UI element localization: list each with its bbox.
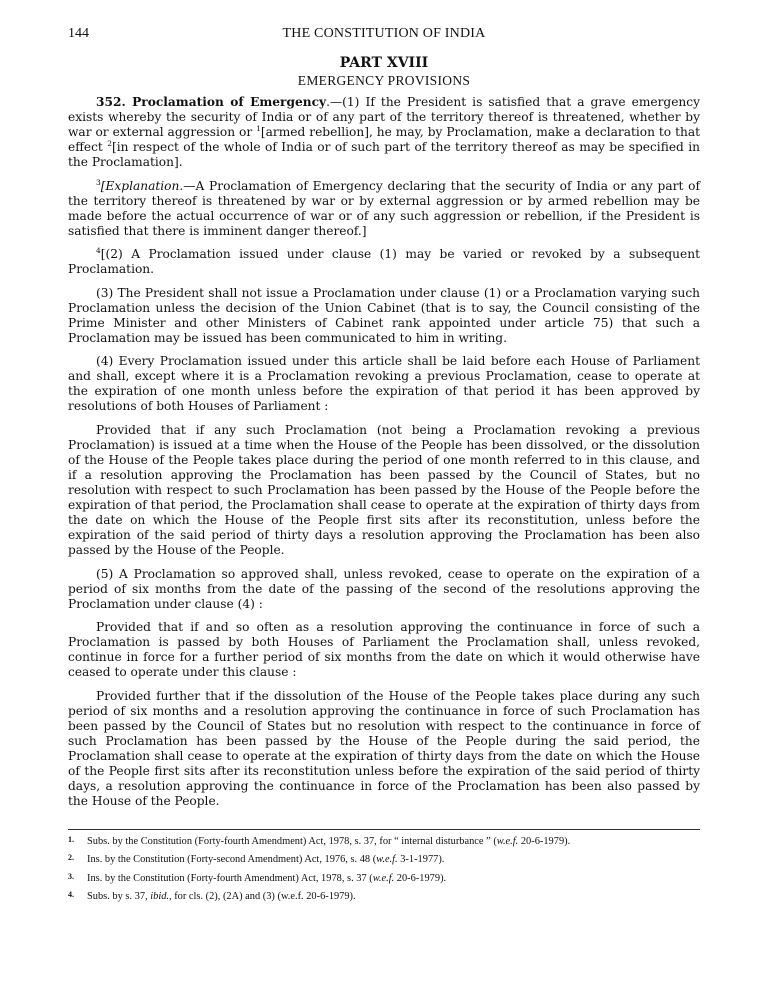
footnote-ref-1: 1 [256,124,261,133]
footnote-mark: 1. [68,834,74,844]
clause-3: (3) The President shall not issue a Proclamation under clause (1) or a Proclamation varying such Proclamation unless the decision of the Union Cabinet (that is to say, the Council consisting of the Prime Minister and other Ministers of Cabinet rank appointed under article 75) that such a Proclamation may be issued has been communicated to him in writing. [68,285,700,345]
clause-5: (5) A Proclamation so approved shall, unless revoked, cease to operate on the expiration of a period of six months from the date of the passing of the second of the resolutions approving the Proclamation under clause (4) : [68,566,700,611]
clause-4: (4) Every Proclamation issued under this article shall be laid before each House of Parliament and shall, except where it is a Proclamation revoking a previous Proclamation, cease to operate at the expiration of one month unless before the expiration of that period it has been approved by resolutions of both Houses of Parliament : [68,354,700,414]
clause-5-proviso-2: Provided further that if the dissolution of the House of the People takes place during any such period of six months and a resolution approving the continuance in force of such Proclamation has been passed by the Council of States but no resolution with respect to the continuance in force of such Proclamation has been passed by the House of the People during the said period, the Proclamation shall cease to operate at the expiration of thirty days from the date on which the House of the People first sits after its reconstitution unless before the expiration of the said period of thirty days, a resolution approving the continuance in force of the Proclamation has been also passed by the House of the People. [68,688,700,808]
footnote-ref-4: 4 [96,246,101,256]
article-heading: 352. Proclamation of Emergency [96,95,327,109]
footnotes [68,835,700,904]
running-title: THE CONSTITUTION OF INDIA [282,26,486,41]
footnote-divider [68,829,700,830]
page-header [68,26,700,46]
explanation: $^3$[Explanation.—A Proclamation of Emergency declaring that the security of India or any part of the territory thereof is threatened by war or by external aggression or by armed rebellion may be made before the actual occurrence of war or of any such aggression or rebellion, if the President is satisfied that there is imminent danger thereof.] [68,177,700,238]
clause-1: 352. Proclamation of Emergency.—(1) If the President is satisfied that a grave emergency exists whereby the security of India or of any part of the territory thereof is threatened, whether by war or external aggression or $^1$[armed rebellion], he may, by Proclamation, make a declaration to that effect $^2$[in respect of the whole of India or of such part of the territory thereof as may be specified in the Proclamation]. [68,95,700,169]
footnote-4: 4. Subs. by s. 37, ibid., for cls. (2), (2A) and (3) (w.e.f. 20-6-1979). [68,890,356,903]
explanation-label: [Explanation. [100,178,184,193]
part-title: PART XVIII [339,55,429,71]
footnote-mark: 3. [68,871,74,881]
clause-5-proviso-1: Provided that if and so often as a resolution approving the continuance in force of such a Proclamation is passed by both Houses of Parliament the Proclamation shall, unless revoked, continue in force for a further period of six months from the date on which it would otherwise have ceased to operate under this clause : [68,620,700,680]
footnote-mark: 4. [68,890,74,900]
footnote-2: 2. Ins. by the Constitution (Forty-second Amendment) Act, 1976, s. 48 (w.e.f. 3-1-1977). [68,853,445,866]
footnote-3: 3. Ins. by the Constitution (Forty-fourth Amendment) Act, 1978, s. 37 (w.e.f. 20-6-1979). [68,871,447,884]
article-body [68,95,700,809]
page-number: 144 [68,26,89,41]
footnote-1: 1. Subs. by the Constitution (Forty-fourth Amendment) Act, 1978, s. 37, for “ internal disturbance ” (w.e.f. 20-6-1979). [68,834,571,847]
footnote-ref-2: 2 [107,139,112,148]
part-subtitle: EMERGENCY PROVISIONS [297,73,471,88]
document-page [68,26,700,909]
clause-2: $^4$[(2) A Proclamation issued under clause (1) may be varied or revoked by a subsequent Proclamation. [68,246,700,277]
footnote-ref-3: 3 [96,177,101,187]
footnote-mark: 2. [68,853,74,863]
clause-4-proviso: Provided that if any such Proclamation (not being a Proclamation revoking a previous Proclamation) is issued at a time when the House of the People has been dissolved, or the dissolution of the House of the People takes place during the period of one month referred to in this clause, and if a resolution approving the Proclamation has been passed by the Council of States, but no resolution with respect to such Proclamation has been passed by the House of the People before the expiration of that period, the Proclamation shall cease to operate at the expiration of thirty days from the date on which the House of the People first sits after its reconstitution, unless before the expiration of the said period of thirty days a resolution approving the Proclamation has been also passed by the House of the People. [68,422,700,557]
